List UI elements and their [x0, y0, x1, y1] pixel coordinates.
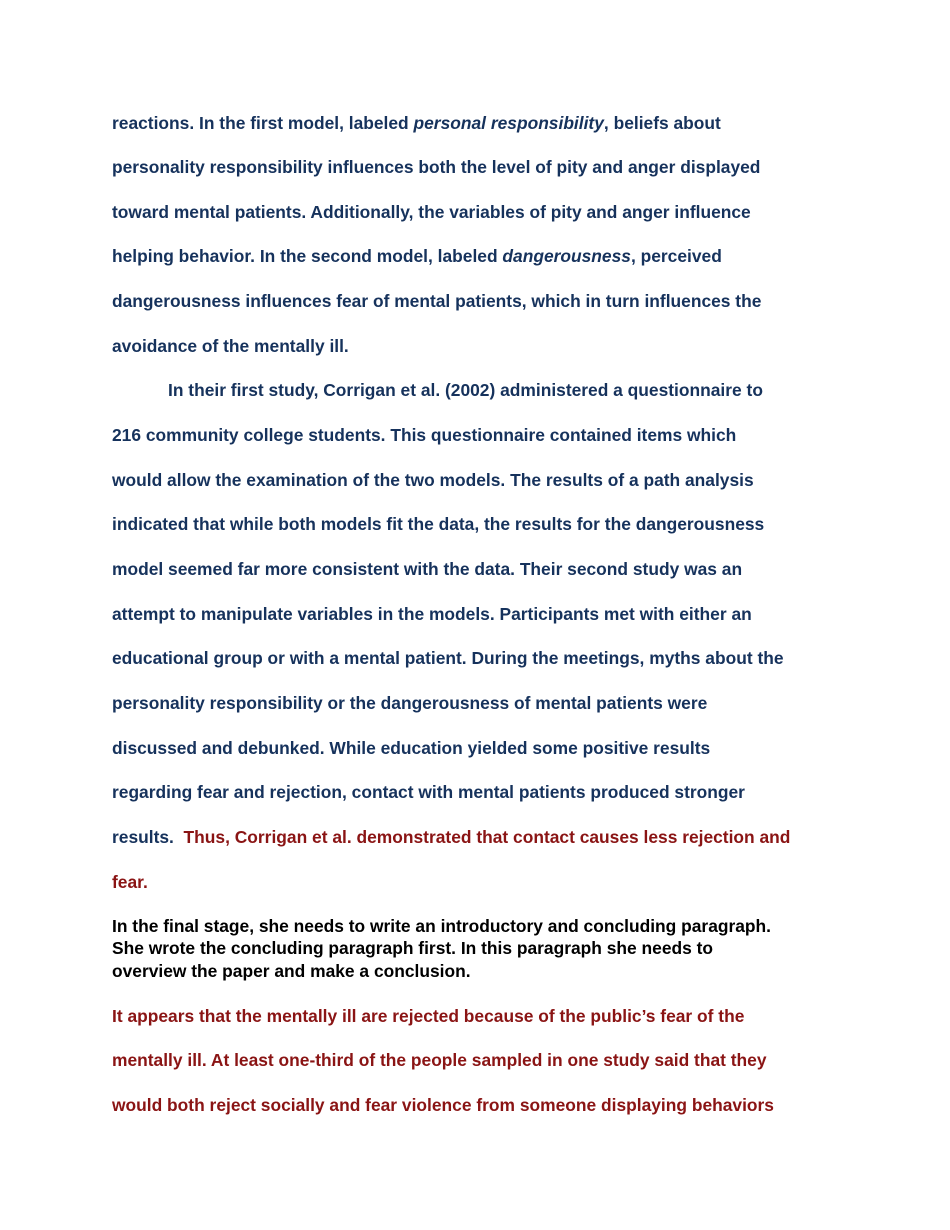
text-line: reactions. In the first model, labeled personal responsibility, beliefs about [112, 113, 721, 133]
text-line: model seemed far more consistent with the data. Their second study was an [112, 559, 743, 579]
emphasis-dangerousness: dangerousness [502, 246, 631, 266]
text-line: would allow the examination of the two models. The results of a path analysis [112, 470, 754, 490]
text-line: In the final stage, she needs to write an introductory and concluding paragraph. [112, 916, 772, 936]
text-line: mentally ill. At least one-third of the people sampled in one study said that they [112, 1050, 767, 1070]
text-line: indicated that while both models fit the data, the results for the dangerousness [112, 514, 765, 534]
text-line: personality responsibility or the dangerousness of mental patients were [112, 693, 708, 713]
text-line: toward mental patients. Additionally, the variables of pity and anger influence [112, 202, 751, 222]
text-line: In their first study, Corrigan et al. (2002) administered a questionnaire to [168, 380, 763, 400]
text-line: helping behavior. In the second model, labeled dangerousness, perceived [112, 246, 722, 266]
highlighted-conclusion-sentence: Thus, Corrigan et al. demonstrated that contact causes less rejection and [183, 827, 791, 847]
text-line: regarding fear and rejection, contact with mental patients produced stronger [112, 782, 745, 802]
text-line: dangerousness influences fear of mental patients, which in turn influences the [112, 291, 762, 311]
text-line: would both reject socially and fear violence from someone displaying behaviors [112, 1095, 774, 1115]
text-line: It appears that the mentally ill are rejected because of the public’s fear of the [112, 1006, 745, 1026]
text-line: fear. [112, 872, 148, 892]
text-line: She wrote the concluding paragraph first. In this paragraph she needs to [112, 938, 714, 958]
text-line: 216 community college students. This questionnaire contained items which [112, 425, 737, 445]
text-line: personality responsibility influences both the level of pity and anger displayed [112, 157, 761, 177]
text-line: overview the paper and make a conclusion. [112, 961, 471, 981]
text-line: educational group or with a mental patient. During the meetings, myths about the [112, 648, 784, 668]
text-line: results. Thus, Corrigan et al. demonstrated that contact causes less rejection and [112, 827, 791, 847]
emphasis-personal-responsibility: personal responsibility [413, 113, 604, 133]
text-line: attempt to manipulate variables in the models. Participants met with either an [112, 604, 752, 624]
text-line: avoidance of the mentally ill. [112, 336, 349, 356]
text-line: discussed and debunked. While education yielded some positive results [112, 738, 711, 758]
